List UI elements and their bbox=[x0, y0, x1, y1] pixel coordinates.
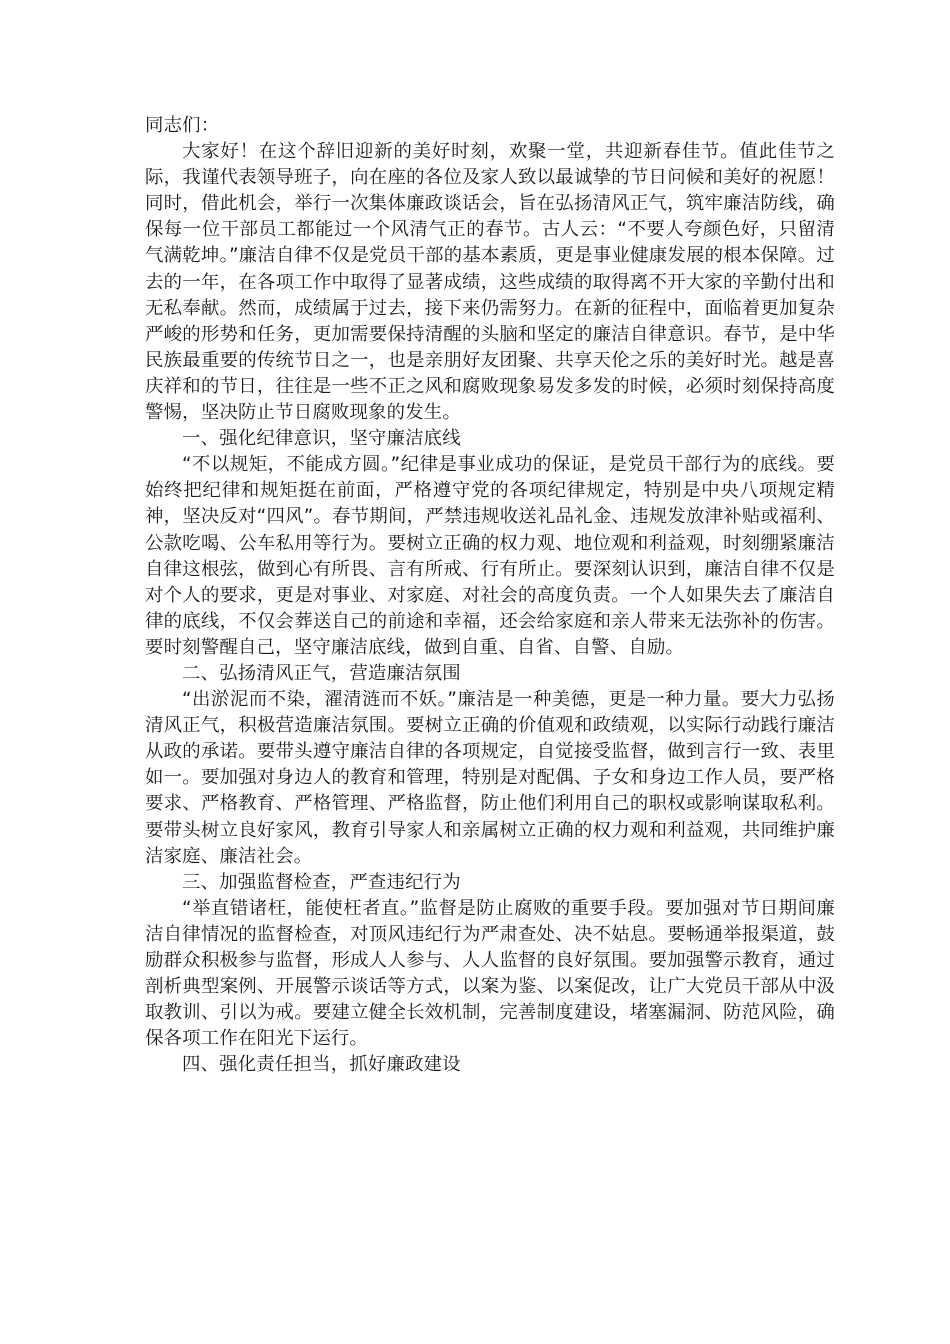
intro-paragraph: 大家好！在这个辞旧迎新的美好时刻，欢聚一堂，共迎新春佳节。值此佳节之际，我谨代表领导班子，向在座的各位及家人致以最诚挚的节日问候和美好的祝愿！同时，借此机会，举行一次集体廉政谈话会，旨在弘扬清风正气，筑牢廉洁防线，确保每一位干部员工都能过一个风清气正的春节。古人云：“不要人夸颜色好，只留清气满乾坤。”廉洁自律不仅是党员干部的基本素质，更是事业健康发展的根本保障。过去的一年，在各项工作中取得了显著成绩，这些成绩的取得离不开大家的辛勤付出和无私奉献。然而，成绩属于过去，接下来仍需努力。在新的征程中，面临着更加复杂严峻的形势和任务，更加需要保持清醒的头脑和坚定的廉洁自律意识。春节，是中华民族最重要的传统节日之一，也是亲朋好友团聚、共享天伦之乐的美好时光。越是喜庆祥和的节日，往往是一些不正之风和腐败现象易发多发的时候，必须时刻保持高度警惕，坚决防止节日腐败现象的发生。 bbox=[145, 141, 835, 424]
section-heading-3: 三、加强监督检查，严查违纪行为 bbox=[182, 871, 461, 893]
section-heading-4: 四、强化责任担当，抓好廉政建设 bbox=[182, 1054, 461, 1076]
section-heading-2: 二、弘扬清风正气，营造廉洁氛围 bbox=[182, 662, 461, 684]
section-heading-1: 一、强化纪律意识，坚守廉洁底线 bbox=[182, 428, 461, 450]
section-body-1: “不以规矩，不能成方圆。”纪律是事业成功的保证，是党员干部行为的底线。要始终把纪律和规矩挺在前面，严格遵守党的各项纪律规定，特别是中央八项规定精神，坚决反对“四风”。春节期间，严禁违规收送礼品礼金、违规发放津补贴或福利、公款吃喝、公车私用等行为。要树立正确的权力观、地位观和利益观，时刻绷紧廉洁自律这根弦，做到心有所畏、言有所戒、行有所止。要深刻认识到，廉洁自律不仅是对个人的要求，更是对事业、对家庭、对社会的高度负责。一个人如果失去了廉洁自律的底线，不仅会葬送自己的前途和幸福，还会给家庭和亲人带来无法弥补的伤害。要时刻警醒自己，坚守廉洁底线，做到自重、自省、自警、自励。 bbox=[145, 454, 835, 658]
salutation: 同志们： bbox=[145, 115, 220, 136]
section-body-3: “举直错诸枉，能使枉者直。”监督是防止腐败的重要手段。要加强对节日期间廉洁自律情况的监督检查，对顶风违纪行为严肃查处、决不姑息。要畅通举报渠道，鼓励群众积极参与监督，形成人人参与、人人监督的良好氛围。要加强警示教育，通过剖析典型案例、开展警示谈话等方式，以案为鉴、以案促改，让广大党员干部从中汲取教训、引以为戒。要建立健全长效机制，完善制度建设，堵塞漏洞、防范风险，确保各项工作在阳光下运行。 bbox=[145, 897, 835, 1050]
section-body-2: “出淤泥而不染，濯清涟而不妖。”廉洁是一种美德，更是一种力量。要大力弘扬清风正气，积极营造廉洁氛围。要树立正确的价值观和政绩观，以实际行动践行廉洁从政的承诺。要带头遵守廉洁自律的各项规定，自觉接受监督，做到言行一致、表里如一。要加强对身边人的教育和管理，特别是对配偶、子女和身边工作人员，要严格要求、严格教育、严格管理、严格监督，防止他们利用自己的职权或影响谋取私利。要带头树立良好家风，教育引导家人和亲属树立正确的权力观和利益观，共同维护廉洁家庭、廉洁社会。 bbox=[145, 689, 835, 867]
document-page bbox=[145, 113, 835, 1078]
